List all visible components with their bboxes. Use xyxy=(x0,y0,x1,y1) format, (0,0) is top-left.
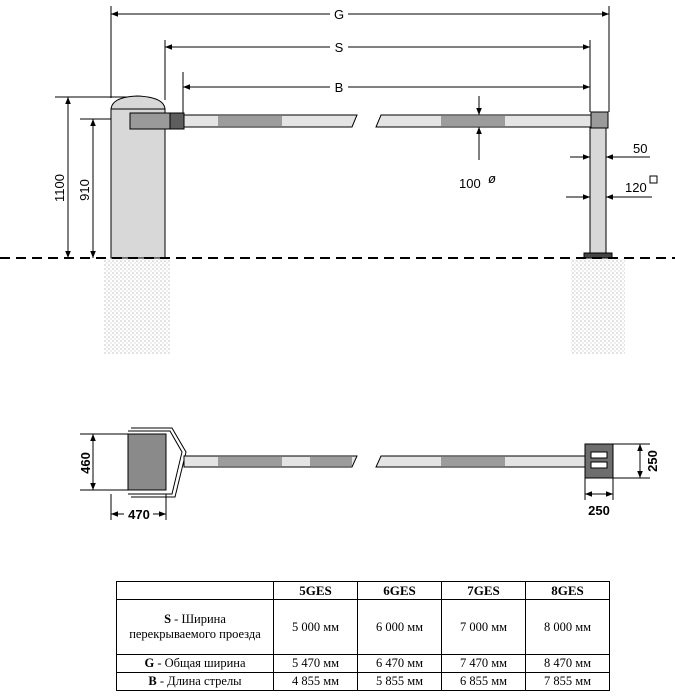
dimension-910-label: 910 xyxy=(77,179,92,201)
model-spec-table xyxy=(116,581,610,691)
row-label xyxy=(117,600,274,655)
dimension-s xyxy=(165,39,590,112)
table-cell: 8 470 мм xyxy=(526,655,610,673)
cabinet-foundation xyxy=(104,259,170,354)
dimension-g xyxy=(111,6,609,112)
table-cell: 6 855 мм xyxy=(442,673,526,691)
dimension-1100-label: 1100 xyxy=(52,174,67,202)
table-cell: 7 855 мм xyxy=(526,673,610,691)
dimension-470 xyxy=(111,494,166,522)
table-cell: 5 855 мм xyxy=(358,673,442,691)
dimension-250-bottom xyxy=(585,478,613,518)
row-label xyxy=(117,673,274,691)
dimension-50-label: 50 xyxy=(633,141,648,156)
barrier-cabinet-plan xyxy=(128,428,186,497)
table-header-cell: 5GES xyxy=(274,582,358,600)
diameter-symbol: ø xyxy=(488,171,496,186)
row-label-text: - Общая ширина xyxy=(154,656,246,670)
table-header-row xyxy=(117,582,610,600)
dimension-s-label: S xyxy=(334,40,344,55)
row-key: G xyxy=(144,656,155,670)
row-label xyxy=(117,655,274,673)
row-label-text: - Ширина перекрываемого проезда xyxy=(129,612,261,641)
row-label-text: - Длина стрелы xyxy=(156,674,242,688)
dimension-b xyxy=(183,72,590,113)
dimension-100-label: 100 xyxy=(459,176,481,191)
table-header-cell xyxy=(117,582,274,600)
table-cell: 5 470 мм xyxy=(274,655,358,673)
post-foundation xyxy=(571,259,625,354)
table-cell: 5 000 мм xyxy=(274,600,358,655)
dimension-120-label: 120 xyxy=(625,180,647,195)
dimension-g-label: G xyxy=(333,7,345,22)
dimension-460-label: 460 xyxy=(78,452,93,474)
row-key: S xyxy=(164,612,172,626)
table-cell: 6 000 мм xyxy=(358,600,442,655)
table-cell: 4 855 мм xyxy=(274,673,358,691)
dimension-50 xyxy=(570,141,650,157)
square-symbol-icon xyxy=(650,176,657,183)
dimension-250-bottom-label: 250 xyxy=(588,503,610,518)
dimension-boom-diameter xyxy=(459,96,496,191)
table-row xyxy=(117,673,610,691)
dimension-460 xyxy=(78,434,128,490)
table-row xyxy=(117,655,610,673)
boom-arm-plan xyxy=(184,456,585,467)
table-cell: 6 470 мм xyxy=(358,655,442,673)
table-cell: 8 000 мм xyxy=(526,600,610,655)
support-post xyxy=(584,128,612,258)
dimension-120 xyxy=(566,176,657,197)
row-key: B xyxy=(148,674,157,688)
table-header-cell: 8GES xyxy=(526,582,610,600)
dimension-250-side xyxy=(613,444,660,478)
table-cell: 7 000 мм xyxy=(442,600,526,655)
boom-arm-front xyxy=(130,112,608,129)
table-cell: 7 470 мм xyxy=(442,655,526,673)
dimension-470-label: 470 xyxy=(128,507,150,522)
table-row xyxy=(117,600,610,655)
dimension-250-side-label: 250 xyxy=(645,450,660,472)
table-header-cell: 6GES xyxy=(358,582,442,600)
table-header-cell: 7GES xyxy=(442,582,526,600)
post-plan xyxy=(585,444,613,478)
dimension-b-label: B xyxy=(334,80,344,95)
